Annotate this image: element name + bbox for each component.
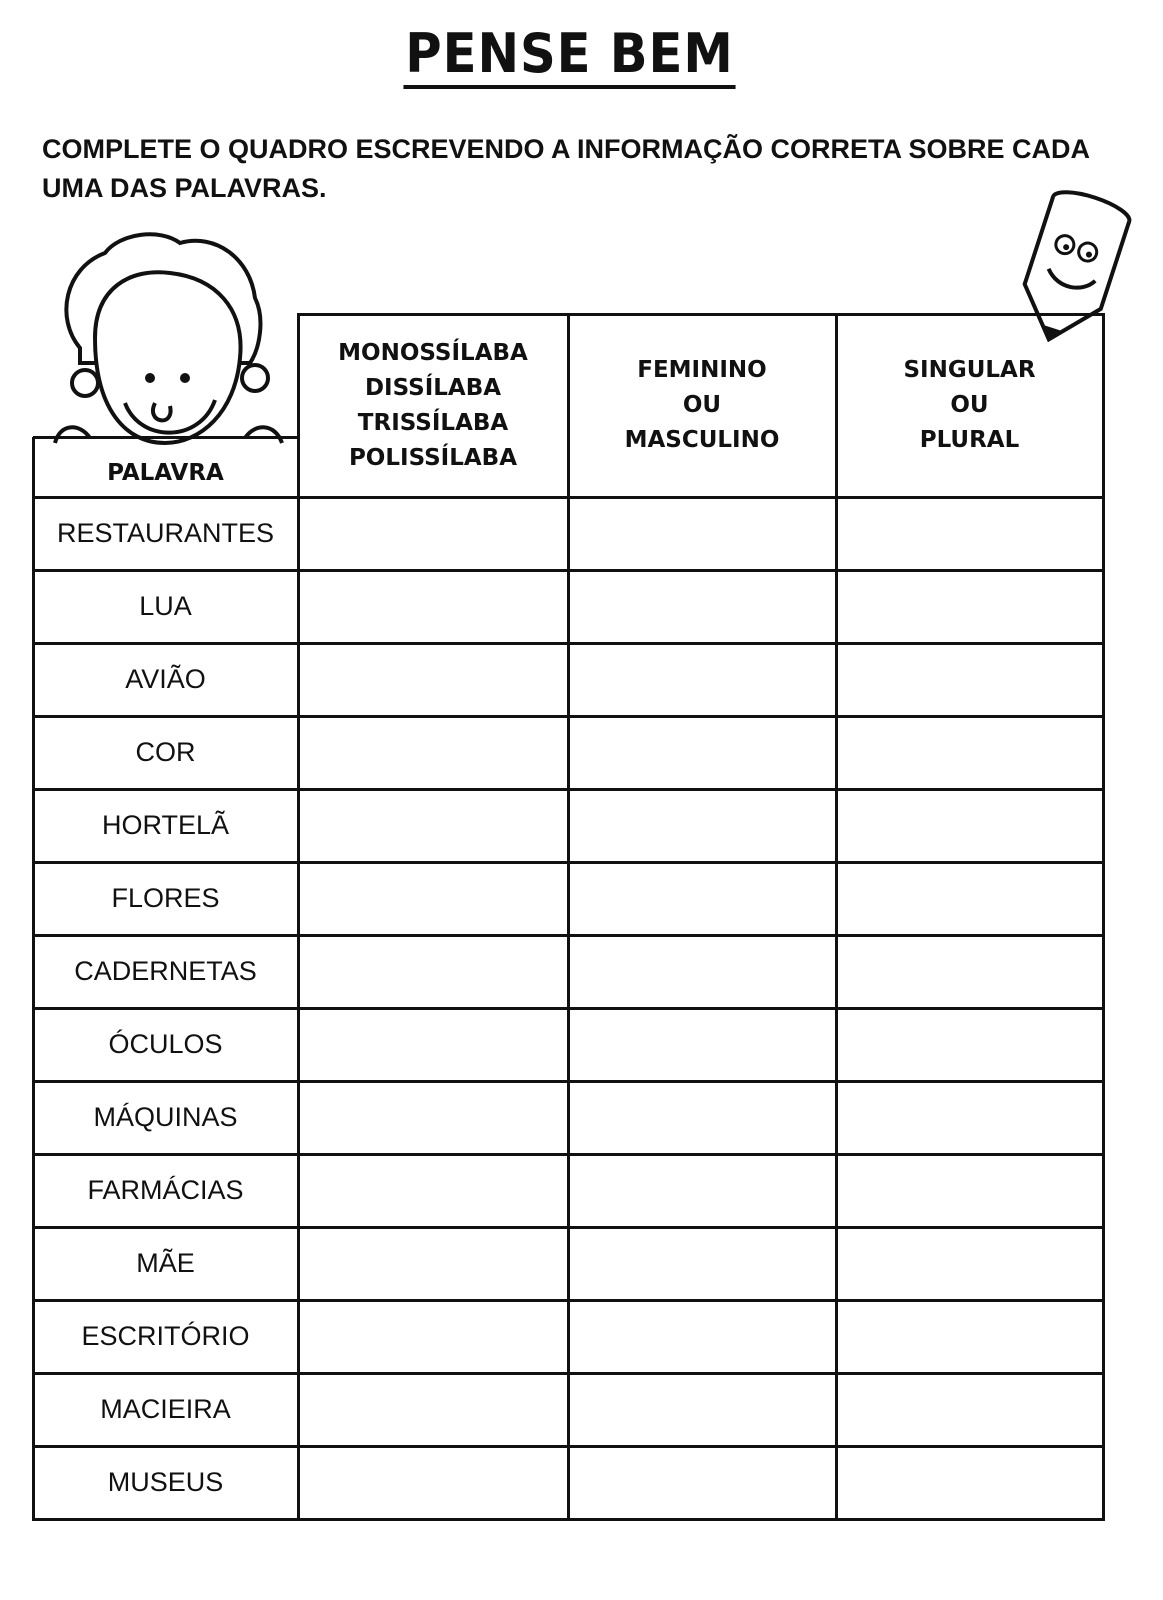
word-cell: MÁQUINAS	[93, 1102, 238, 1132]
answer-cell[interactable]	[568, 789, 836, 862]
column-divider	[567, 313, 570, 1521]
column-divider	[32, 437, 35, 1521]
page-title: PENSE BEM	[0, 22, 1140, 89]
answer-cell[interactable]	[298, 1373, 568, 1446]
instructions: COMPLETE O QUADRO ESCREVENDO A INFORMAÇÃO CORRETA SOBRE CADA UMA DAS PALAVRAS.	[42, 134, 1090, 203]
table-border	[298, 313, 1105, 316]
answer-cell[interactable]	[836, 1446, 1103, 1519]
answer-cell[interactable]	[568, 1446, 836, 1519]
column-header	[33, 437, 298, 497]
answer-cell[interactable]	[568, 862, 836, 935]
column-divider	[1102, 313, 1105, 1521]
answer-cell[interactable]	[836, 1227, 1103, 1300]
column-header-line: POLISSÍLABA	[348, 444, 518, 471]
answer-cell[interactable]	[836, 643, 1103, 716]
table-border	[33, 436, 298, 439]
answer-cell[interactable]	[568, 1373, 836, 1446]
column-header-line: DISSÍLABA	[364, 374, 502, 401]
column-header	[568, 314, 836, 497]
answer-cell[interactable]	[568, 1008, 836, 1081]
word-cell: ÓCULOS	[108, 1029, 223, 1059]
column-header-line: OU	[950, 392, 989, 418]
column-header-line: PALAVRA	[107, 460, 224, 486]
answer-cell[interactable]	[568, 570, 836, 643]
answer-cell[interactable]	[836, 497, 1103, 570]
answer-cell[interactable]	[298, 643, 568, 716]
answer-cell[interactable]	[298, 789, 568, 862]
column-header-line: FEMININO	[637, 357, 767, 383]
answer-cell[interactable]	[836, 1154, 1103, 1227]
answer-cell[interactable]	[298, 1008, 568, 1081]
answer-cell[interactable]	[836, 935, 1103, 1008]
column-header	[298, 314, 568, 497]
answer-cell[interactable]	[298, 1154, 568, 1227]
answer-cell[interactable]	[568, 643, 836, 716]
answer-cell[interactable]	[298, 1446, 568, 1519]
answer-cell[interactable]	[836, 570, 1103, 643]
word-cell: LUA	[139, 591, 192, 621]
word-cell: COR	[135, 737, 196, 767]
answer-cell[interactable]	[836, 716, 1103, 789]
word-cell: AVIÃO	[125, 664, 206, 694]
answer-cell[interactable]	[298, 1227, 568, 1300]
answer-cell[interactable]	[298, 716, 568, 789]
word-cell: FARMÁCIAS	[87, 1175, 244, 1205]
column-divider	[297, 313, 300, 1521]
answer-cell[interactable]	[568, 497, 836, 570]
answer-cell[interactable]	[836, 862, 1103, 935]
word-cell: HORTELÃ	[101, 810, 230, 840]
boy-illustration	[50, 228, 290, 453]
answer-cell[interactable]	[836, 1300, 1103, 1373]
answer-cell[interactable]	[836, 1373, 1103, 1446]
answer-cell[interactable]	[568, 1227, 836, 1300]
answer-cell[interactable]	[298, 570, 568, 643]
column-header	[836, 314, 1103, 497]
answer-cell[interactable]	[568, 716, 836, 789]
answer-cell[interactable]	[298, 935, 568, 1008]
answer-cell[interactable]	[568, 1154, 836, 1227]
column-header-line: OU	[682, 392, 722, 418]
word-cell: RESTAURANTES	[56, 518, 275, 548]
word-cell: MUSEUS	[107, 1467, 224, 1497]
word-cell: MACIEIRA	[100, 1394, 231, 1424]
answer-cell[interactable]	[568, 935, 836, 1008]
word-cell: FLORES	[111, 883, 220, 913]
answer-cell[interactable]	[836, 789, 1103, 862]
answer-cell[interactable]	[568, 1081, 836, 1154]
word-cell: CADERNETAS	[74, 956, 257, 986]
answer-cell[interactable]	[298, 1300, 568, 1373]
column-header-line: TRISSÍLABA	[357, 409, 509, 436]
answer-cell[interactable]	[298, 497, 568, 570]
column-header-line: MASCULINO	[624, 427, 780, 453]
word-cell: ESCRITÓRIO	[81, 1321, 250, 1351]
column-header-line: PLURAL	[919, 427, 1020, 453]
answer-cell[interactable]	[836, 1081, 1103, 1154]
word-cell: MÃE	[136, 1248, 195, 1278]
answer-cell[interactable]	[836, 1008, 1103, 1081]
column-header-line: MONOSSÍLABA	[338, 339, 528, 366]
answer-cell[interactable]	[298, 862, 568, 935]
answer-cell[interactable]	[568, 1300, 836, 1373]
column-header-line: SINGULAR	[903, 357, 1036, 383]
answer-cell[interactable]	[298, 1081, 568, 1154]
column-divider	[835, 313, 838, 1521]
